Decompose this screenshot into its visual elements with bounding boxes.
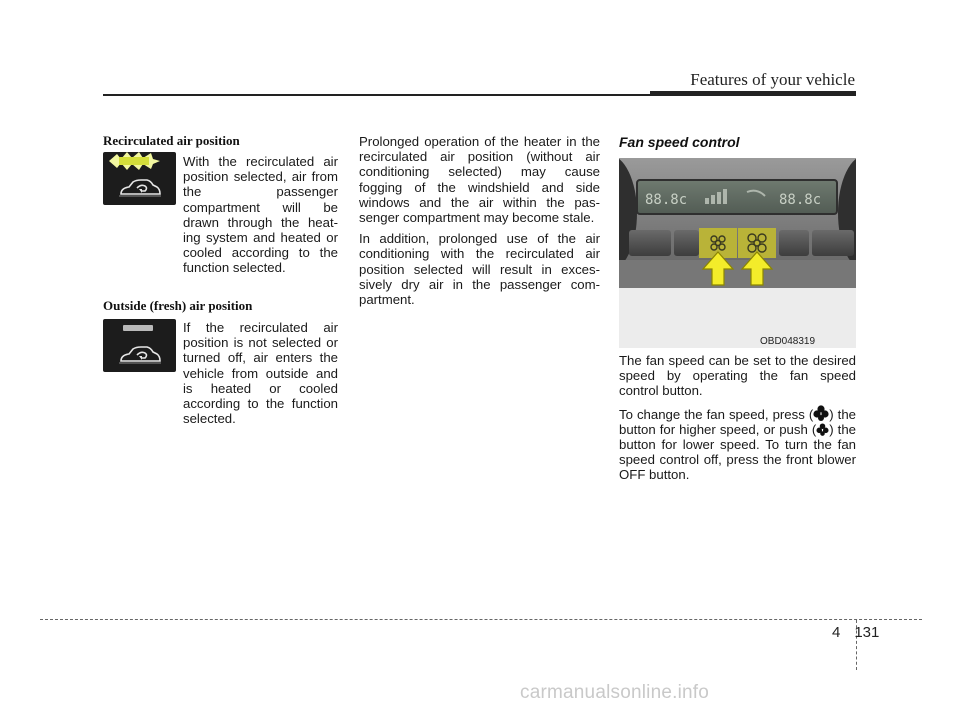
climate-control-illustration (619, 158, 856, 348)
image-code: OBD048319 (760, 336, 816, 347)
svg-text:88.8c: 88.8c (645, 192, 688, 208)
middle-text (359, 134, 600, 313)
svg-text:88.8c: 88.8c (779, 192, 822, 208)
outside-heading: Outside (fresh) air position (103, 298, 253, 313)
indicator-off-icon (123, 325, 153, 331)
indicator-glow-icon (107, 152, 161, 170)
fan-speed-heading: Fan speed control (619, 134, 740, 150)
page-index: 131 (854, 624, 880, 641)
recirc-heading: Recirculated air position (103, 133, 240, 148)
fan-paragraph-1: The fan speed can be set to the desired speed by operating the fan speed control button. (619, 353, 856, 399)
fan-low-icon (816, 423, 829, 436)
section-title: Features of your vehicle (690, 70, 855, 89)
footer-rule (40, 619, 922, 620)
recirc-description: With the recirculated air position selected, air from the passenger compartment will be drawn through the heat-ing system and heated or cooled according to the function selected. (183, 154, 338, 276)
recirc-car-icon (117, 176, 163, 200)
chapter-number: 4 (832, 624, 841, 641)
middle-paragraph-2: In addition, prolonged use of the air conditioning with the recirculated air position selected will result in exces-sively dry air in the passenger com-partment. (359, 231, 600, 308)
fan-speed-text (619, 353, 856, 489)
fan-text-part-a: To change the fan speed, press ( (619, 406, 814, 422)
climate-panel-photo (619, 158, 856, 348)
page-number (832, 624, 879, 641)
outside-car-icon (117, 343, 163, 367)
middle-paragraph-1: Prolonged operation of the heater in the recirculated air position (without air conditioning selected) may cause fogging of the windshield and side windows and the air within the pas-senger compartment may become stale. (359, 134, 600, 226)
watermark: carmanualsonline.info (520, 682, 710, 703)
outside-air-button-icon (103, 319, 176, 372)
recirc-button-icon (103, 152, 176, 205)
fan-paragraph-2 (619, 405, 856, 483)
fan-text-part-c: ) the button for lower speed. To turn the fan speed control off, press the front blower OFF button. (619, 421, 856, 483)
header-rule-accent (650, 91, 856, 96)
fan-high-icon (813, 405, 829, 421)
outside-description: If the recirculated air position is not selected or turned off, air enters the vehicle from outside and is heated or cooled according to the function selected. (183, 320, 338, 427)
fan-text-part-b: ) the button for higher speed, or push ( (619, 406, 856, 437)
